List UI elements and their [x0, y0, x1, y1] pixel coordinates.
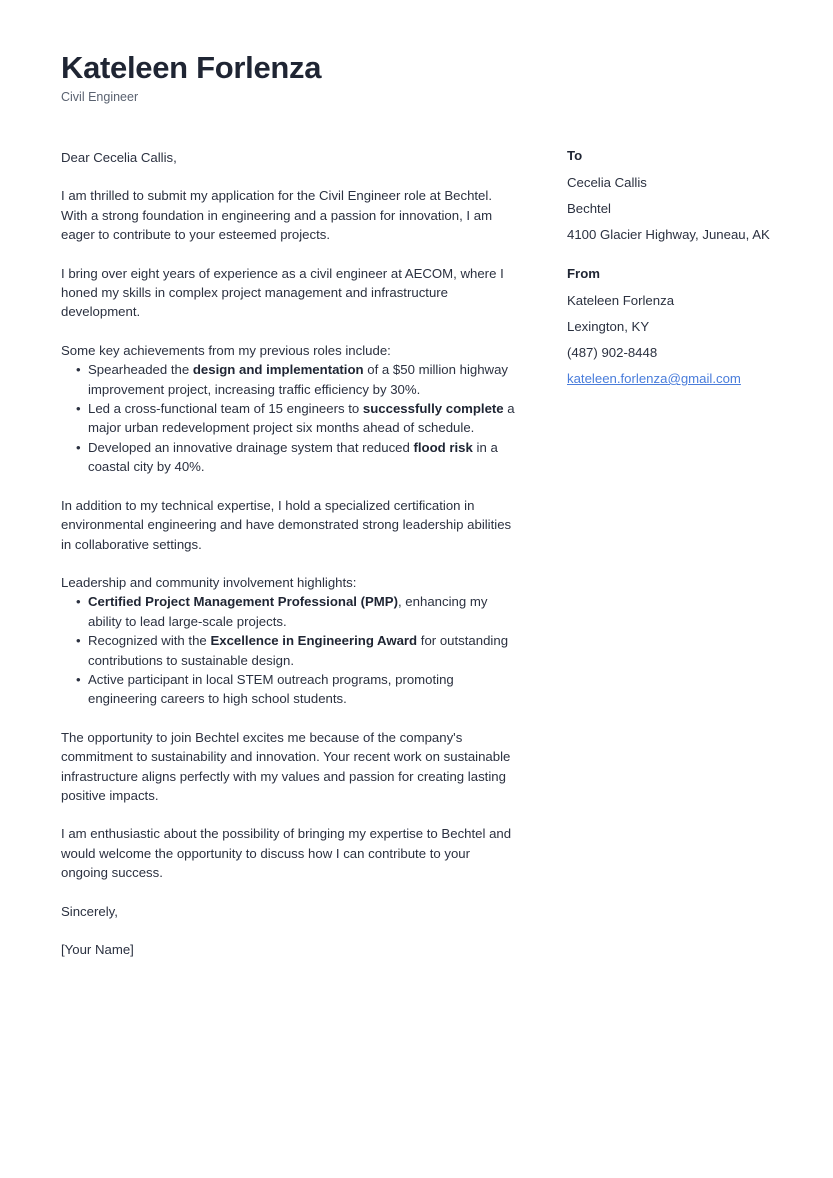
item-text-after: in a coastal city by 40%. — [88, 439, 498, 475]
paragraph-1: I am thrilled to submit my application for the Civil Engineer role at Bechtel. With a strong foundation in engineering and a passion for innovation, I am eager to contribute to your esteemed projects. — [61, 188, 493, 243]
item-text-bold: flood risk — [413, 439, 473, 455]
list-item — [88, 438, 519, 477]
list-item — [88, 670, 519, 709]
paragraph-3: In addition to my technical expertise, I hold a specialized certification in environmental engineering and have demonstrated strong leadership abilities in collaborative settings. — [61, 497, 512, 552]
leadership-intro: Leadership and community involvement highlights: — [61, 574, 357, 590]
salutation: Dear Cecelia Callis, — [61, 150, 177, 165]
item-text-before: Active participant in local STEM outreach programs, promoting engineering careers to high school students. — [88, 671, 454, 707]
from-heading: From — [567, 266, 600, 281]
item-text-bold: Excellence in Engineering Award — [210, 633, 418, 649]
item-text-bold: design and implementation — [192, 362, 364, 378]
from-phone: (487) 902-8448 — [567, 345, 658, 360]
letter-header — [61, 50, 761, 105]
item-text-bold: Certified Project Management Professional (PMP) — [88, 594, 398, 610]
paragraph-4: The opportunity to join Bechtel excites me because of the company's commitment to sustainability and innovation. Your recent work on sustainable infrastructure aligns perfectly with my values and passion for creating lasting positive impacts. — [61, 729, 511, 803]
list-item — [88, 360, 519, 399]
letter-sidebar — [567, 148, 797, 387]
list-item — [88, 592, 519, 631]
applicant-name: Kateleen Forlenza — [61, 50, 322, 85]
from-email-link[interactable]: kateleen.forlenza@gmail.com — [567, 371, 741, 386]
item-text-bold: successfully complete — [362, 401, 504, 417]
applicant-job-title: Civil Engineer — [61, 89, 139, 104]
item-text-after: a major urban redevelopment project six months ahead of schedule. — [88, 401, 515, 436]
letter-body — [61, 148, 519, 978]
to-recipient-name: Cecelia Callis — [567, 175, 647, 190]
achievements-intro: Some key achievements from my previous roles include: — [61, 342, 391, 358]
list-item — [88, 631, 519, 670]
item-text-before: Led a cross-functional team of 15 engineers to — [88, 401, 363, 417]
from-location: Lexington, KY — [567, 319, 650, 334]
from-block — [567, 266, 797, 387]
achievements-list — [61, 360, 519, 476]
from-email-line — [567, 371, 797, 387]
item-text-before: Recognized with the — [88, 633, 211, 649]
item-text-after: , enhancing my ability to lead large-scale projects. — [88, 594, 488, 629]
leadership-list — [61, 592, 519, 708]
item-text-after: of a $50 million highway improvement project, increasing traffic efficiency by 30%. — [88, 362, 509, 397]
item-text-before: Spearheaded the — [88, 362, 193, 378]
paragraph-5: I am enthusiastic about the possibility of bringing my expertise to Bechtel and would welcome the opportunity to discuss how I can contribute to your ongoing success. — [61, 826, 512, 881]
paragraph-2: I bring over eight years of experience as a civil engineer at AECOM, where I honed my skills in complex project management and infrastructure development. — [61, 265, 504, 320]
item-text-after: for outstanding contributions to sustainable design. — [88, 633, 509, 668]
list-item — [88, 399, 519, 438]
from-sender-name: Kateleen Forlenza — [567, 293, 675, 308]
to-block — [567, 148, 797, 243]
to-company: Bechtel — [567, 201, 611, 216]
to-address: 4100 Glacier Highway, Juneau, AK — [567, 227, 770, 242]
item-text-before: Developed an innovative drainage system that reduced — [88, 439, 414, 455]
signature-line: [Your Name] — [61, 942, 134, 957]
to-heading: To — [567, 148, 583, 163]
closing-line: Sincerely, — [61, 903, 118, 919]
